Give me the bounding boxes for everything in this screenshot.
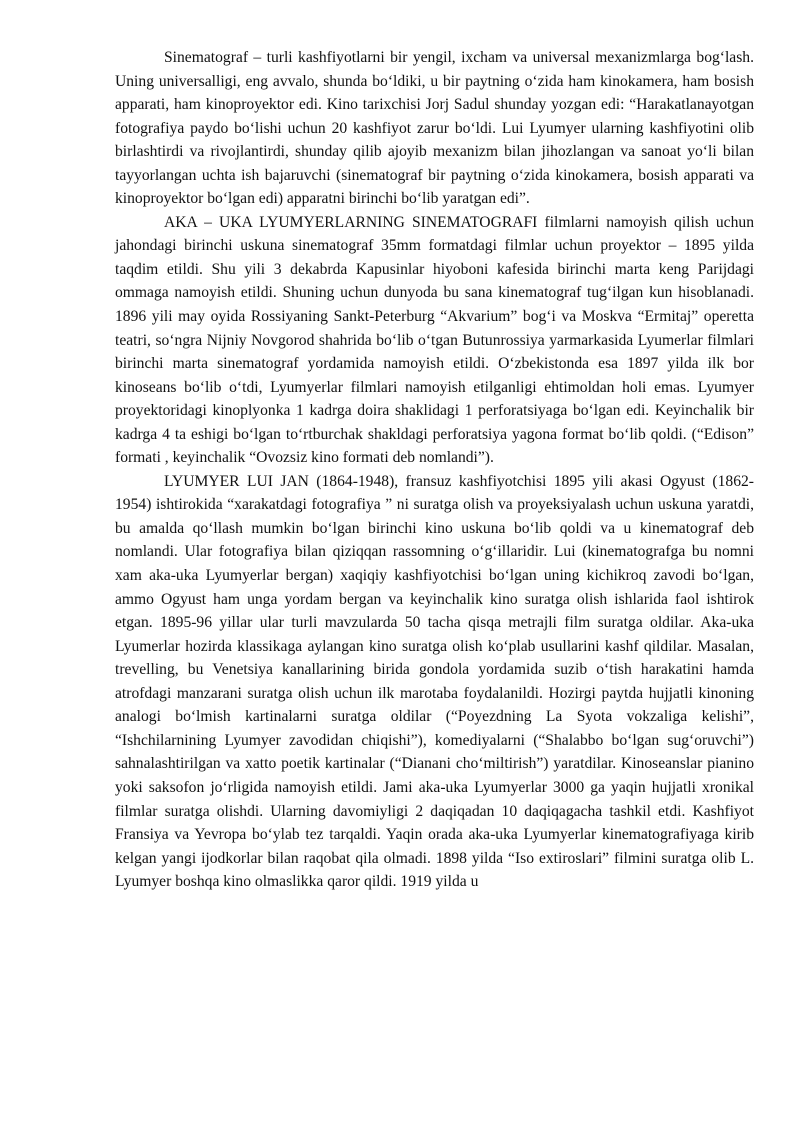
document-page <box>115 46 754 894</box>
paragraph-lumiere-louis-jean: LYUMYER LUI JAN (1864-1948), fransuz kashfiyotchisi 1895 yili akasi Ogyust (1862-1954) ishtirokida “xarakatdagi fotografiya ” ni suratga olish va proyeksiyalash uchun uskuna yaratdi, bu amalda qo‘llash mumkin bo‘lgan birinchi kino uskuna bo‘lib qoldi va u kinematograf deb nomlandi. Ular fotografiya bilan qiziqqan rassomning o‘g‘illaridir. Lui (kinematografga bu nomni xam aka-uka Lyumyerlar bergan) xaqiqiy kashfiyotchisi bo‘lgan uning kichikroq zavodi bo‘lgan, ammo Ogyust ham unga yordam bergan va keyinchalik kino suratga olish ishlarida faol ishtirok etgan. 1895-96 yillar ular turli mavzularda 50 tacha qisqa metrajli film suratga oldilar. Aka-uka Lyumerlar hozirda klassikaga aylangan kino suratga olish ko‘plab usullarini kashf qildilar. Masalan, trevelling, bu Venetsiya kanallarining birida gondola yordamida suzib o‘tish harakatini hamda atrofdagi manzarani suratga olish uchun ilk marotaba foydalanildi. Hozirgi paytda hujjatli kinoning analogi bo‘lmish kartinalarni suratga oldilar (“Poyezdning La Syota vokzaliga kelishi”, “Ishchilarnining Lyumyer zavodidan chiqishi”), komediyalarni (“Shalabbo bo‘lgan sug‘oruvchi”) sahnalashtirilgan va xatto poetik kartinalar (“Dianani cho‘miltirish”) yaratdilar. Kinoseanslar pianino yoki saksofon jo‘rligida namoyish etildi. Jami aka-uka Lyumyerlar 3000 ga yaqin hujjatli xronikal filmlar suratga olishdi. Ularning davomiyligi 2 daqiqadan 10 daqiqagacha tashkil etdi. Kashfiyot Fransiya va Yevropa bo‘ylab tez tarqaldi. Yaqin orada aka-uka Lyumyerlar kinematografiyaga kirib kelgan yangi ijodkorlar bilan raqobat qila olmadi. 1898 yilda “Iso extiroslari” filmini suratga olib L. Lyumyer boshqa kino olmaslikka qaror qildi. 1919 yilda u <box>115 472 754 891</box>
paragraph-lumiere-cinematograph: AKA – UKA LYUMYERLARNING SINEMATOGRAFI filmlarni namoyish qilish uchun jahondagi birinchi uskuna sinematograf 35mm formatdagi filmlar uchun proyektor – 1895 yilda taqdim etildi. Shu yili 3 dekabrda Kapusinlar hiyoboni kafesida birinchi marta keng Parijdagi ommaga namoyish etildi. Shuning uchun dunyoda bu sana kinematograf tug‘ilgan kun hisoblanadi. 1896 yili may oyida Rossiyaning Sankt-Peterburg “Akvarium” bog‘i va Moskva “Ermitaj” operetta teatri, so‘ngra Nijniy Novgorod shahrida bo‘lib o‘tgan Butunrossiya yarmarkasida Lyumerlar filmlari birinchi marta sinematograf yordamida namoyish etildi. O‘zbekistonda esa 1897 yilda ilk bor kinoseans bo‘lib o‘tdi, Lyumyerlar filmlari namoyish etilganligi ehtimoldan holi emas. Lyumyer proyektoridagi kinoplyonka 1 kadrga doira shaklidagi 1 perforatsiyaga bo‘lgan edi. Keyinchalik bir kadrga 4 ta eshigi bo‘lgan to‘rtburchak shakldagi perforatsiya yagona format bo‘lib qoldi. (“Edison” formati , keyinchalik “Ovozsiz kino formati deb nomlandi”). <box>115 213 754 467</box>
paragraph-sinematograf: Sinematograf – turli kashfiyotlarni bir yengil, ixcham va universal mexanizmlarga bog‘lash. Uning universalligi, eng avvalo, shunda bo‘ldiki, u bir paytning o‘zida ham kinokamera, ham bosish apparati, ham kinoproyektor edi. Kino tarixchisi Jorj Sadul shunday yozgan edi: “Harakatlanayotgan fotografiya paydo bo‘lishi uchun 20 kashfiyot zarur bo‘ldi. Lui Lyumyer ularning kashfiyotini olib birlashtirdi va rivojlantirdi, shunday qilib ajoyib mexanizm bilan jihozlangan va sanoat yo‘li bilan tayyorlangan uchta ish bajaruvchi (sinematograf bir paytning o‘zida kinokamera, bosish apparati va kinoproyektor bo‘lgan edi) apparatni birinchi bo‘lib yaratgan edi”. <box>115 49 754 208</box>
